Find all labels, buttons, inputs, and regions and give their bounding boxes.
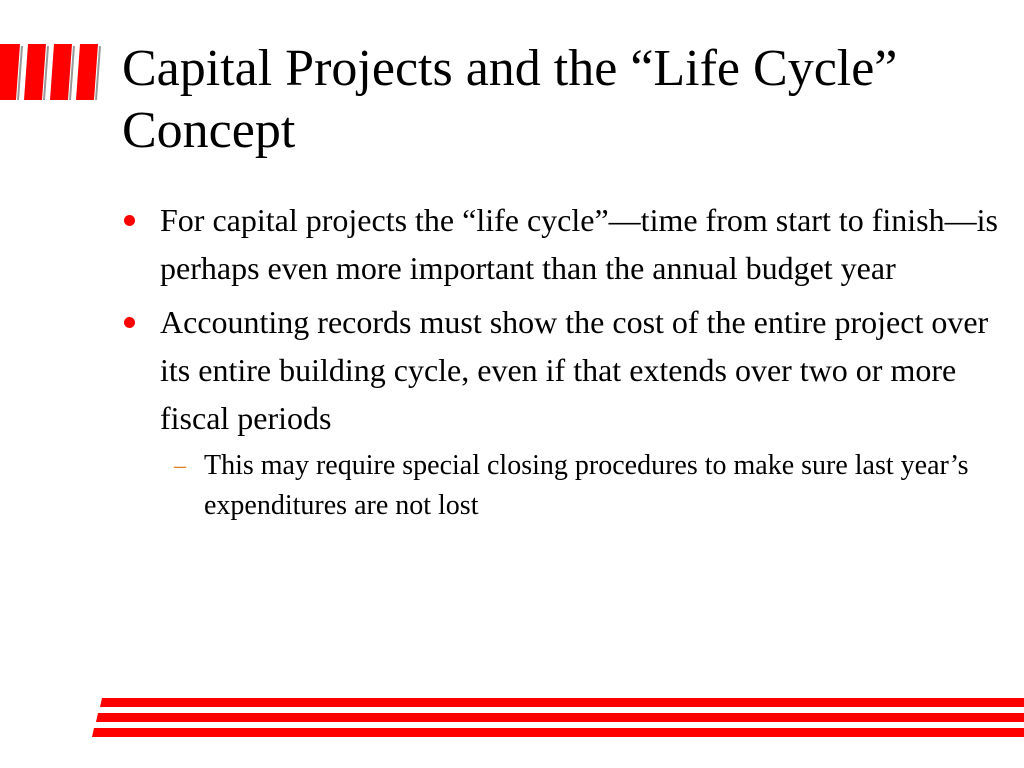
sub-bullet-text: This may require special closing procedures to make sure last year’s expenditures are not lost	[204, 450, 969, 521]
bullet-dot-icon	[124, 317, 135, 328]
bottom-stripes-decoration	[92, 698, 1024, 738]
sub-bullet-item	[160, 446, 1002, 526]
dash-icon: –	[174, 453, 186, 479]
bullet-text: For capital projects the “life cycle”—time from start to finish—is perhaps even more important than the annual budget year	[160, 202, 998, 286]
sub-bullet-list	[160, 446, 1002, 526]
bullet-list	[122, 196, 1002, 532]
bullet-text: Accounting records must show the cost of the entire project over its entire building cycle, even if that extends over two or more fiscal periods	[160, 304, 989, 436]
slide-title: Capital Projects and the “Life Cycle” Concept	[122, 40, 898, 159]
bullet-item	[122, 298, 1002, 526]
bullet-item	[122, 196, 1002, 292]
bullet-dot-icon	[124, 215, 135, 226]
logo-bars-icon	[0, 44, 112, 100]
